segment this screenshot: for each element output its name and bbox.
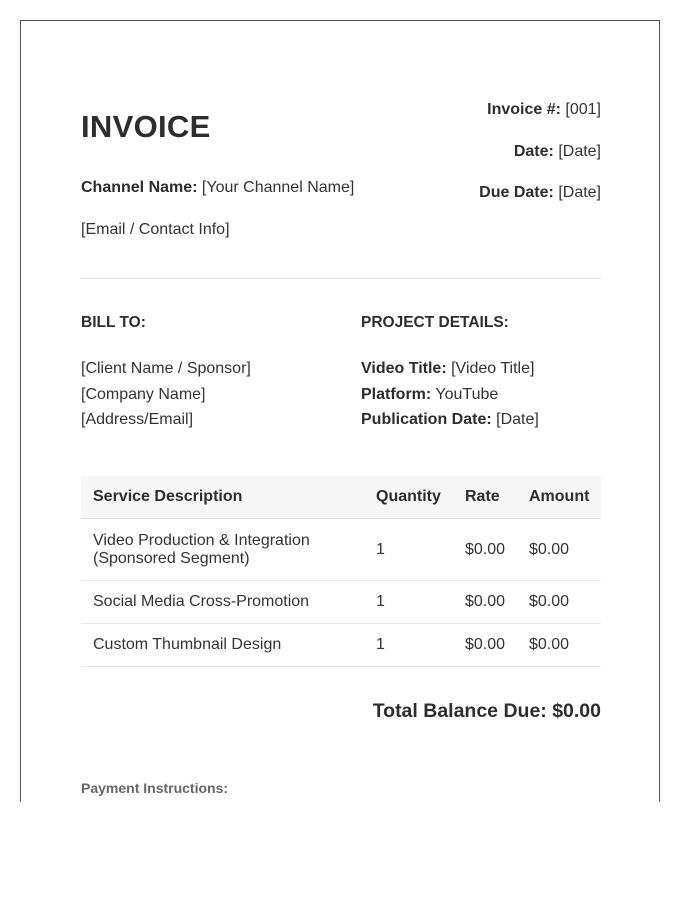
header-divider <box>81 278 601 279</box>
channel-name-label: Channel Name: <box>81 179 198 196</box>
bill-to-address: [Address/Email] <box>81 411 194 428</box>
row-rate: $0.00 <box>465 581 529 624</box>
header-service-description: Service Description <box>81 476 376 519</box>
channel-name-value: [Your Channel Name] <box>201 179 355 196</box>
services-table-wrap <box>81 476 601 667</box>
platform-value: YouTube <box>435 385 499 403</box>
invoice-date-line <box>514 143 601 161</box>
channel-name-line <box>81 179 354 197</box>
contact-info: [Email / Contact Info] <box>81 221 230 238</box>
invoice-date-value: [Date] <box>558 143 601 160</box>
invoice-title: INVOICE <box>81 109 211 144</box>
payment-instructions-heading: Payment Instructions: <box>81 780 229 796</box>
header-rate: Rate <box>465 476 529 519</box>
due-date-label: Due Date: <box>479 184 554 201</box>
video-title-line <box>361 356 539 382</box>
table-header-row <box>81 476 601 519</box>
invoice-number-value: [001] <box>565 101 601 118</box>
row-description <box>81 519 376 581</box>
project-details-block <box>361 356 539 433</box>
bill-to-block <box>81 356 251 433</box>
row-description: Custom Thumbnail Design <box>81 624 376 667</box>
row-amount: $0.00 <box>529 624 601 667</box>
invoice-sheet <box>20 20 660 802</box>
row-amount: $0.00 <box>529 581 601 624</box>
services-table <box>81 476 601 667</box>
row-quantity: 1 <box>376 624 465 667</box>
publication-date-value: [Date] <box>496 411 539 428</box>
table-row <box>81 581 601 624</box>
table-row <box>81 624 601 667</box>
row-description: Social Media Cross-Promotion <box>81 581 376 624</box>
row-rate: $0.00 <box>465 519 529 581</box>
platform-line <box>361 382 539 408</box>
header-quantity: Quantity <box>376 476 465 519</box>
publication-date-line <box>361 407 539 433</box>
due-date-line <box>479 184 601 202</box>
header-amount: Amount <box>529 476 601 519</box>
invoice-number-line <box>487 101 601 119</box>
total-balance-due: Total Balance Due: $0.00 <box>372 700 601 722</box>
row-amount: $0.00 <box>529 519 601 581</box>
platform-label: Platform: <box>361 385 432 403</box>
row-description-line1: Video Production & Integration <box>93 531 310 549</box>
publication-date-label: Publication Date: <box>361 411 492 428</box>
row-quantity: 1 <box>376 581 465 624</box>
due-date-value: [Date] <box>558 184 601 201</box>
row-quantity: 1 <box>376 519 465 581</box>
video-title-value: [Video Title] <box>451 360 535 377</box>
row-rate: $0.00 <box>465 624 529 667</box>
invoice-number-label: Invoice #: <box>487 101 561 118</box>
bill-to-heading: BILL TO: <box>81 314 146 331</box>
bill-to-company: [Company Name] <box>81 385 206 403</box>
row-description-line2: (Sponsored Segment) <box>93 549 250 567</box>
bill-to-client: [Client Name / Sponsor] <box>81 360 251 377</box>
video-title-label: Video Title: <box>361 360 447 377</box>
table-row <box>81 519 601 581</box>
project-details-heading: PROJECT DETAILS: <box>361 314 509 331</box>
invoice-date-label: Date: <box>513 143 554 160</box>
